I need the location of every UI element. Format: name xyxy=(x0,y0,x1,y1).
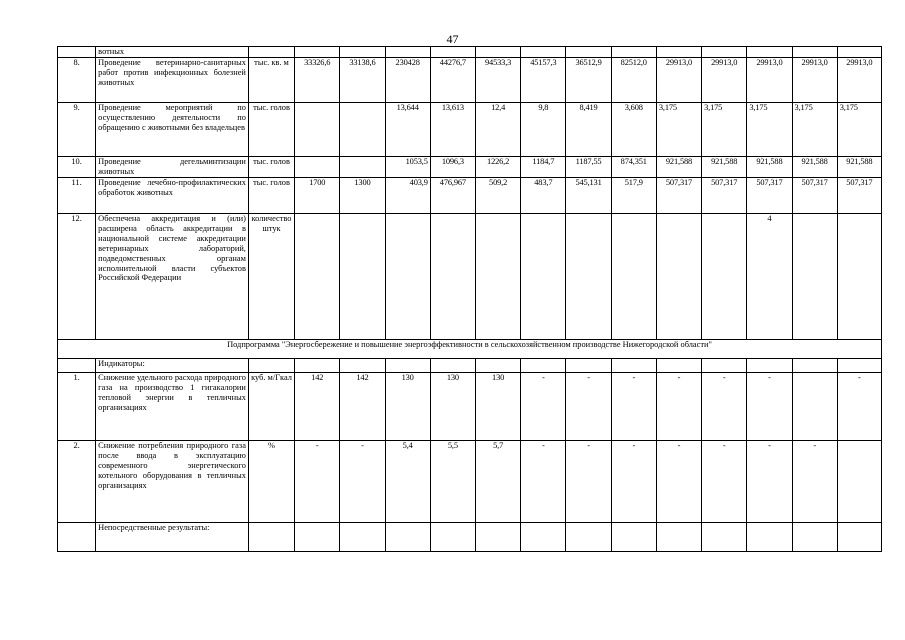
value-cell: 507,317 xyxy=(656,178,701,214)
subprogram-title: Подпрограмма "Энергосбережение и повышение энергоэффективности в сельскохозяйственном производстве Нижегородской области" xyxy=(58,340,882,359)
value-cell: - xyxy=(702,373,747,441)
value-cell: 82512,0 xyxy=(611,58,656,103)
row-number: 8. xyxy=(58,58,96,103)
value-cell xyxy=(702,359,747,373)
row-number xyxy=(58,47,96,58)
value-cell: 29913,0 xyxy=(656,58,701,103)
value-cell xyxy=(611,359,656,373)
value-cell: 921,588 xyxy=(792,157,837,178)
value-cell: 507,317 xyxy=(837,178,881,214)
value-cell xyxy=(611,47,656,58)
value-cell xyxy=(702,47,747,58)
row-number: 2. xyxy=(58,441,96,523)
value-cell xyxy=(566,359,611,373)
value-cell: 4 xyxy=(747,214,792,340)
value-cell: 545,131 xyxy=(566,178,611,214)
value-cell xyxy=(747,523,792,552)
value-cell xyxy=(521,359,566,373)
unit-cell: тыс. голов xyxy=(248,157,294,178)
value-cell: 3,608 xyxy=(611,103,656,157)
value-cell: 509,2 xyxy=(476,178,521,214)
value-cell xyxy=(295,103,340,157)
table-row xyxy=(58,178,882,214)
unit-cell: тыс. голов xyxy=(248,103,294,157)
value-cell: - xyxy=(566,441,611,523)
value-cell xyxy=(385,523,430,552)
table-row xyxy=(58,441,882,523)
value-cell: - xyxy=(837,373,881,441)
value-cell xyxy=(295,157,340,178)
value-cell: 33138,6 xyxy=(340,58,385,103)
unit-cell: количество штук xyxy=(248,214,294,340)
value-cell: - xyxy=(295,441,340,523)
row-number: 1. xyxy=(58,373,96,441)
value-cell xyxy=(521,47,566,58)
value-cell: 29913,0 xyxy=(837,58,881,103)
value-cell xyxy=(792,359,837,373)
value-cell: 3,175 xyxy=(792,103,837,157)
value-cell: - xyxy=(747,441,792,523)
value-cell: 921,588 xyxy=(837,157,881,178)
value-cell: 12,4 xyxy=(476,103,521,157)
value-cell: 36512,9 xyxy=(566,58,611,103)
value-cell: 5,4 xyxy=(385,441,430,523)
value-cell xyxy=(521,523,566,552)
row-number: 11. xyxy=(58,178,96,214)
value-cell: 29913,0 xyxy=(792,58,837,103)
value-cell: 230428 xyxy=(385,58,430,103)
value-cell: - xyxy=(521,441,566,523)
unit-cell xyxy=(248,359,294,373)
value-cell xyxy=(340,103,385,157)
row-number: 10. xyxy=(58,157,96,178)
indicator-name: Проведение лечебно-профилактических обработок животных xyxy=(96,178,249,214)
indicator-name: Обеспечена аккредитация и (или) расширена область аккредитации в национальной системе аккредитации ветеринарных лабораторий, подведомственных органам исполнительной власти субъектов Российской Федерации xyxy=(96,214,249,340)
value-cell: 507,317 xyxy=(747,178,792,214)
value-cell xyxy=(476,359,521,373)
value-cell: 8,419 xyxy=(566,103,611,157)
table-row xyxy=(58,157,882,178)
value-cell xyxy=(656,359,701,373)
table-row xyxy=(58,359,882,373)
value-cell: - xyxy=(747,373,792,441)
value-cell: - xyxy=(521,373,566,441)
value-cell: 94533,3 xyxy=(476,58,521,103)
row-number: 12. xyxy=(58,214,96,340)
value-cell: 403,9 xyxy=(385,178,430,214)
value-cell: - xyxy=(702,441,747,523)
value-cell: 1187,55 xyxy=(566,157,611,178)
value-cell xyxy=(837,47,881,58)
table-row xyxy=(58,47,882,58)
value-cell xyxy=(611,523,656,552)
value-cell xyxy=(656,214,701,340)
table-row xyxy=(58,214,882,340)
value-cell: 33326,6 xyxy=(295,58,340,103)
value-cell xyxy=(792,47,837,58)
unit-cell xyxy=(248,47,294,58)
value-cell xyxy=(430,359,475,373)
value-cell xyxy=(476,523,521,552)
value-cell: 44276,7 xyxy=(430,58,475,103)
value-cell xyxy=(430,214,475,340)
page-number: 47 xyxy=(446,32,459,46)
row-number xyxy=(58,359,96,373)
value-cell xyxy=(656,47,701,58)
value-cell: 13,644 xyxy=(385,103,430,157)
value-cell xyxy=(747,359,792,373)
value-cell xyxy=(702,523,747,552)
value-cell xyxy=(340,523,385,552)
value-cell: 29913,0 xyxy=(747,58,792,103)
value-cell: 130 xyxy=(430,373,475,441)
value-cell xyxy=(792,214,837,340)
value-cell xyxy=(747,47,792,58)
value-cell: 130 xyxy=(476,373,521,441)
value-cell: 1184,7 xyxy=(521,157,566,178)
value-cell: 874,351 xyxy=(611,157,656,178)
unit-cell: тыс. голов xyxy=(248,178,294,214)
unit-cell xyxy=(248,523,294,552)
value-cell xyxy=(792,373,837,441)
value-cell xyxy=(837,441,881,523)
value-cell xyxy=(521,214,566,340)
value-cell xyxy=(476,47,521,58)
value-cell: - xyxy=(656,373,701,441)
value-cell: 5,7 xyxy=(476,441,521,523)
value-cell: 142 xyxy=(340,373,385,441)
value-cell: 921,588 xyxy=(656,157,701,178)
row-number xyxy=(58,523,96,552)
indicator-name: вотных xyxy=(96,47,249,58)
value-cell: 921,588 xyxy=(747,157,792,178)
value-cell: 517,9 xyxy=(611,178,656,214)
value-cell xyxy=(611,214,656,340)
value-cell xyxy=(656,523,701,552)
value-cell xyxy=(430,47,475,58)
unit-cell: тыс. кв. м xyxy=(248,58,294,103)
value-cell xyxy=(792,523,837,552)
value-cell xyxy=(702,214,747,340)
value-cell xyxy=(385,47,430,58)
value-cell xyxy=(340,157,385,178)
value-cell: - xyxy=(566,373,611,441)
value-cell: 5,5 xyxy=(430,441,475,523)
value-cell xyxy=(340,47,385,58)
unit-cell: куб. м/Гкал xyxy=(248,373,294,441)
value-cell: 3,175 xyxy=(747,103,792,157)
value-cell xyxy=(295,359,340,373)
value-cell: 483,7 xyxy=(521,178,566,214)
value-cell xyxy=(837,214,881,340)
value-cell: 3,175 xyxy=(837,103,881,157)
value-cell: 507,317 xyxy=(702,178,747,214)
value-cell: 921,588 xyxy=(702,157,747,178)
value-cell: - xyxy=(656,441,701,523)
indicator-name: Непосредственные результаты: xyxy=(96,523,249,552)
value-cell xyxy=(295,523,340,552)
indicator-name: Снижение удельного расхода природного газа на производство 1 гигакалории тепловой энергии в тепличных организациях xyxy=(96,373,249,441)
value-cell: 507,317 xyxy=(792,178,837,214)
value-cell: 9,8 xyxy=(521,103,566,157)
value-cell xyxy=(837,359,881,373)
value-cell xyxy=(385,359,430,373)
value-cell xyxy=(837,523,881,552)
value-cell: - xyxy=(611,441,656,523)
value-cell xyxy=(295,47,340,58)
indicator-name: Проведение мероприятий по осуществлению деятельности по обращению с животными без владельцев xyxy=(96,103,249,157)
indicator-name: Снижение потребления природного газа после ввода в эксплуатацию современного энергетического котельного оборудования в тепличных организациях xyxy=(96,441,249,523)
value-cell xyxy=(340,359,385,373)
value-cell: 3,175 xyxy=(656,103,701,157)
unit-cell: % xyxy=(248,441,294,523)
value-cell: 1226,2 xyxy=(476,157,521,178)
value-cell xyxy=(295,214,340,340)
indicator-name: Проведение дегельминтизации животных xyxy=(96,157,249,178)
value-cell: - xyxy=(611,373,656,441)
value-cell xyxy=(566,47,611,58)
value-cell xyxy=(566,214,611,340)
value-cell: 1300 xyxy=(340,178,385,214)
value-cell: 130 xyxy=(385,373,430,441)
value-cell: 1096,3 xyxy=(430,157,475,178)
indicator-name: Индикаторы: xyxy=(96,359,249,373)
table-row xyxy=(58,103,882,157)
value-cell: 476,967 xyxy=(430,178,475,214)
indicator-name: Проведение ветеринарно-санитарных работ против инфекционных болезней животных xyxy=(96,58,249,103)
indicator-table xyxy=(57,46,882,552)
value-cell: - xyxy=(792,441,837,523)
value-cell: 142 xyxy=(295,373,340,441)
table-row xyxy=(58,58,882,103)
value-cell xyxy=(476,214,521,340)
value-cell: 29913,0 xyxy=(702,58,747,103)
value-cell xyxy=(566,523,611,552)
value-cell: 13,613 xyxy=(430,103,475,157)
value-cell: 45157,3 xyxy=(521,58,566,103)
value-cell xyxy=(385,214,430,340)
value-cell: 1053,5 xyxy=(385,157,430,178)
row-number: 9. xyxy=(58,103,96,157)
value-cell xyxy=(340,214,385,340)
table-row xyxy=(58,340,882,359)
value-cell: 1700 xyxy=(295,178,340,214)
value-cell: 3,175 xyxy=(702,103,747,157)
value-cell: - xyxy=(340,441,385,523)
value-cell xyxy=(430,523,475,552)
table-row xyxy=(58,523,882,552)
table-row xyxy=(58,373,882,441)
